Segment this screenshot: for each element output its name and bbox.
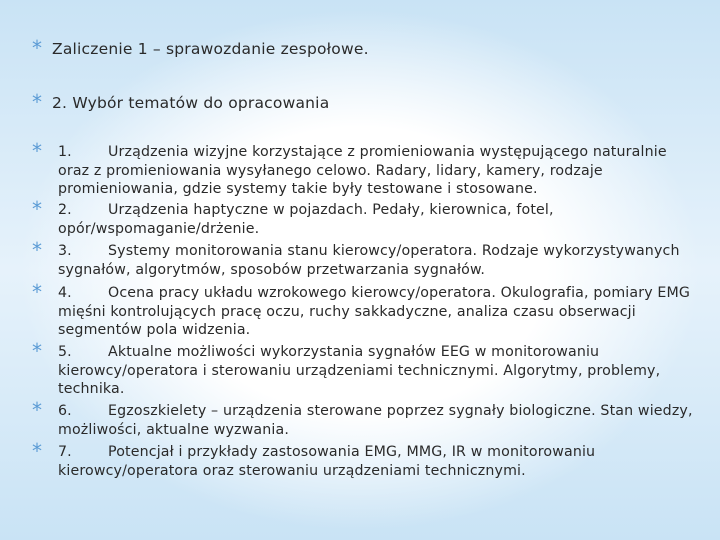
topic-number: 3. <box>58 243 72 259</box>
topic-number: 1. <box>58 144 72 160</box>
bullet-star-icon: * <box>32 90 42 114</box>
topic-text: Ocena pracy układu wzrokowego kierowcy/operatora. Okulografia, pomiary EMG mięśni kontrolujących pracę oczu, ruchy sakkadyczne, analiza czasu obserwacji segmentów pola widzenia. <box>58 285 691 338</box>
heading-2: 2. Wybór tematów do opracowania <box>52 94 330 112</box>
bullet-star-icon: * <box>32 398 42 422</box>
topic-number: 6. <box>58 403 72 419</box>
topic-item-7 <box>32 439 698 480</box>
heading-2-row <box>32 90 330 114</box>
bullet-star-icon: * <box>32 238 42 262</box>
topic-text: Urządzenia haptyczne w pojazdach. Pedały, kierownica, fotel, opór/wspomaganie/drżenie. <box>58 202 554 237</box>
topic-number: 7. <box>58 444 72 460</box>
topic-number: 4. <box>58 285 72 301</box>
topic-item-6 <box>32 398 698 439</box>
bullet-star-icon: * <box>32 36 42 60</box>
bullet-star-icon: * <box>32 339 42 363</box>
topic-text: Potencjał i przykłady zastosowania EMG, MMG, IR w monitorowaniu kierowcy/operatora oraz sterowaniu urządzeniami technicznymi. <box>58 444 596 479</box>
topic-text: Urządzenia wizyjne korzystające z promieniowania występującego naturalnie oraz z promieniowania wysyłanego celowo. Radary, lidary, kamery, rodzaje promieniowania, gdzie systemy takie były testowane i stosowane. <box>58 144 667 197</box>
bullet-star-icon: * <box>32 197 42 221</box>
topic-item-4 <box>32 280 698 340</box>
topic-number: 5. <box>58 344 72 360</box>
bullet-star-icon: * <box>32 439 42 463</box>
topic-text: Aktualne możliwości wykorzystania sygnałów EEG w monitorowaniu kierowcy/operatora i sterowaniu urządzeniami technicznymi. Algorytmy, problemy, technika. <box>58 344 661 397</box>
topic-number: 2. <box>58 202 72 218</box>
topic-item-2 <box>32 197 698 238</box>
bullet-star-icon: * <box>32 280 42 304</box>
heading-1-row <box>32 36 369 60</box>
topic-item-5 <box>32 339 698 399</box>
topic-text: Egzoszkielety – urządzenia sterowane poprzez sygnały biologiczne. Stan wiedzy, możliwości, aktualne wyzwania. <box>58 403 693 438</box>
topic-text: Systemy monitorowania stanu kierowcy/operatora. Rodzaje wykorzystywanych sygnałów, algorytmów, sposobów przetwarzania sygnałów. <box>58 243 680 278</box>
topic-item-1 <box>32 139 698 199</box>
topic-item-3 <box>32 238 698 279</box>
heading-1: Zaliczenie 1 – sprawozdanie zespołowe. <box>52 40 369 58</box>
bullet-star-icon: * <box>32 139 42 163</box>
